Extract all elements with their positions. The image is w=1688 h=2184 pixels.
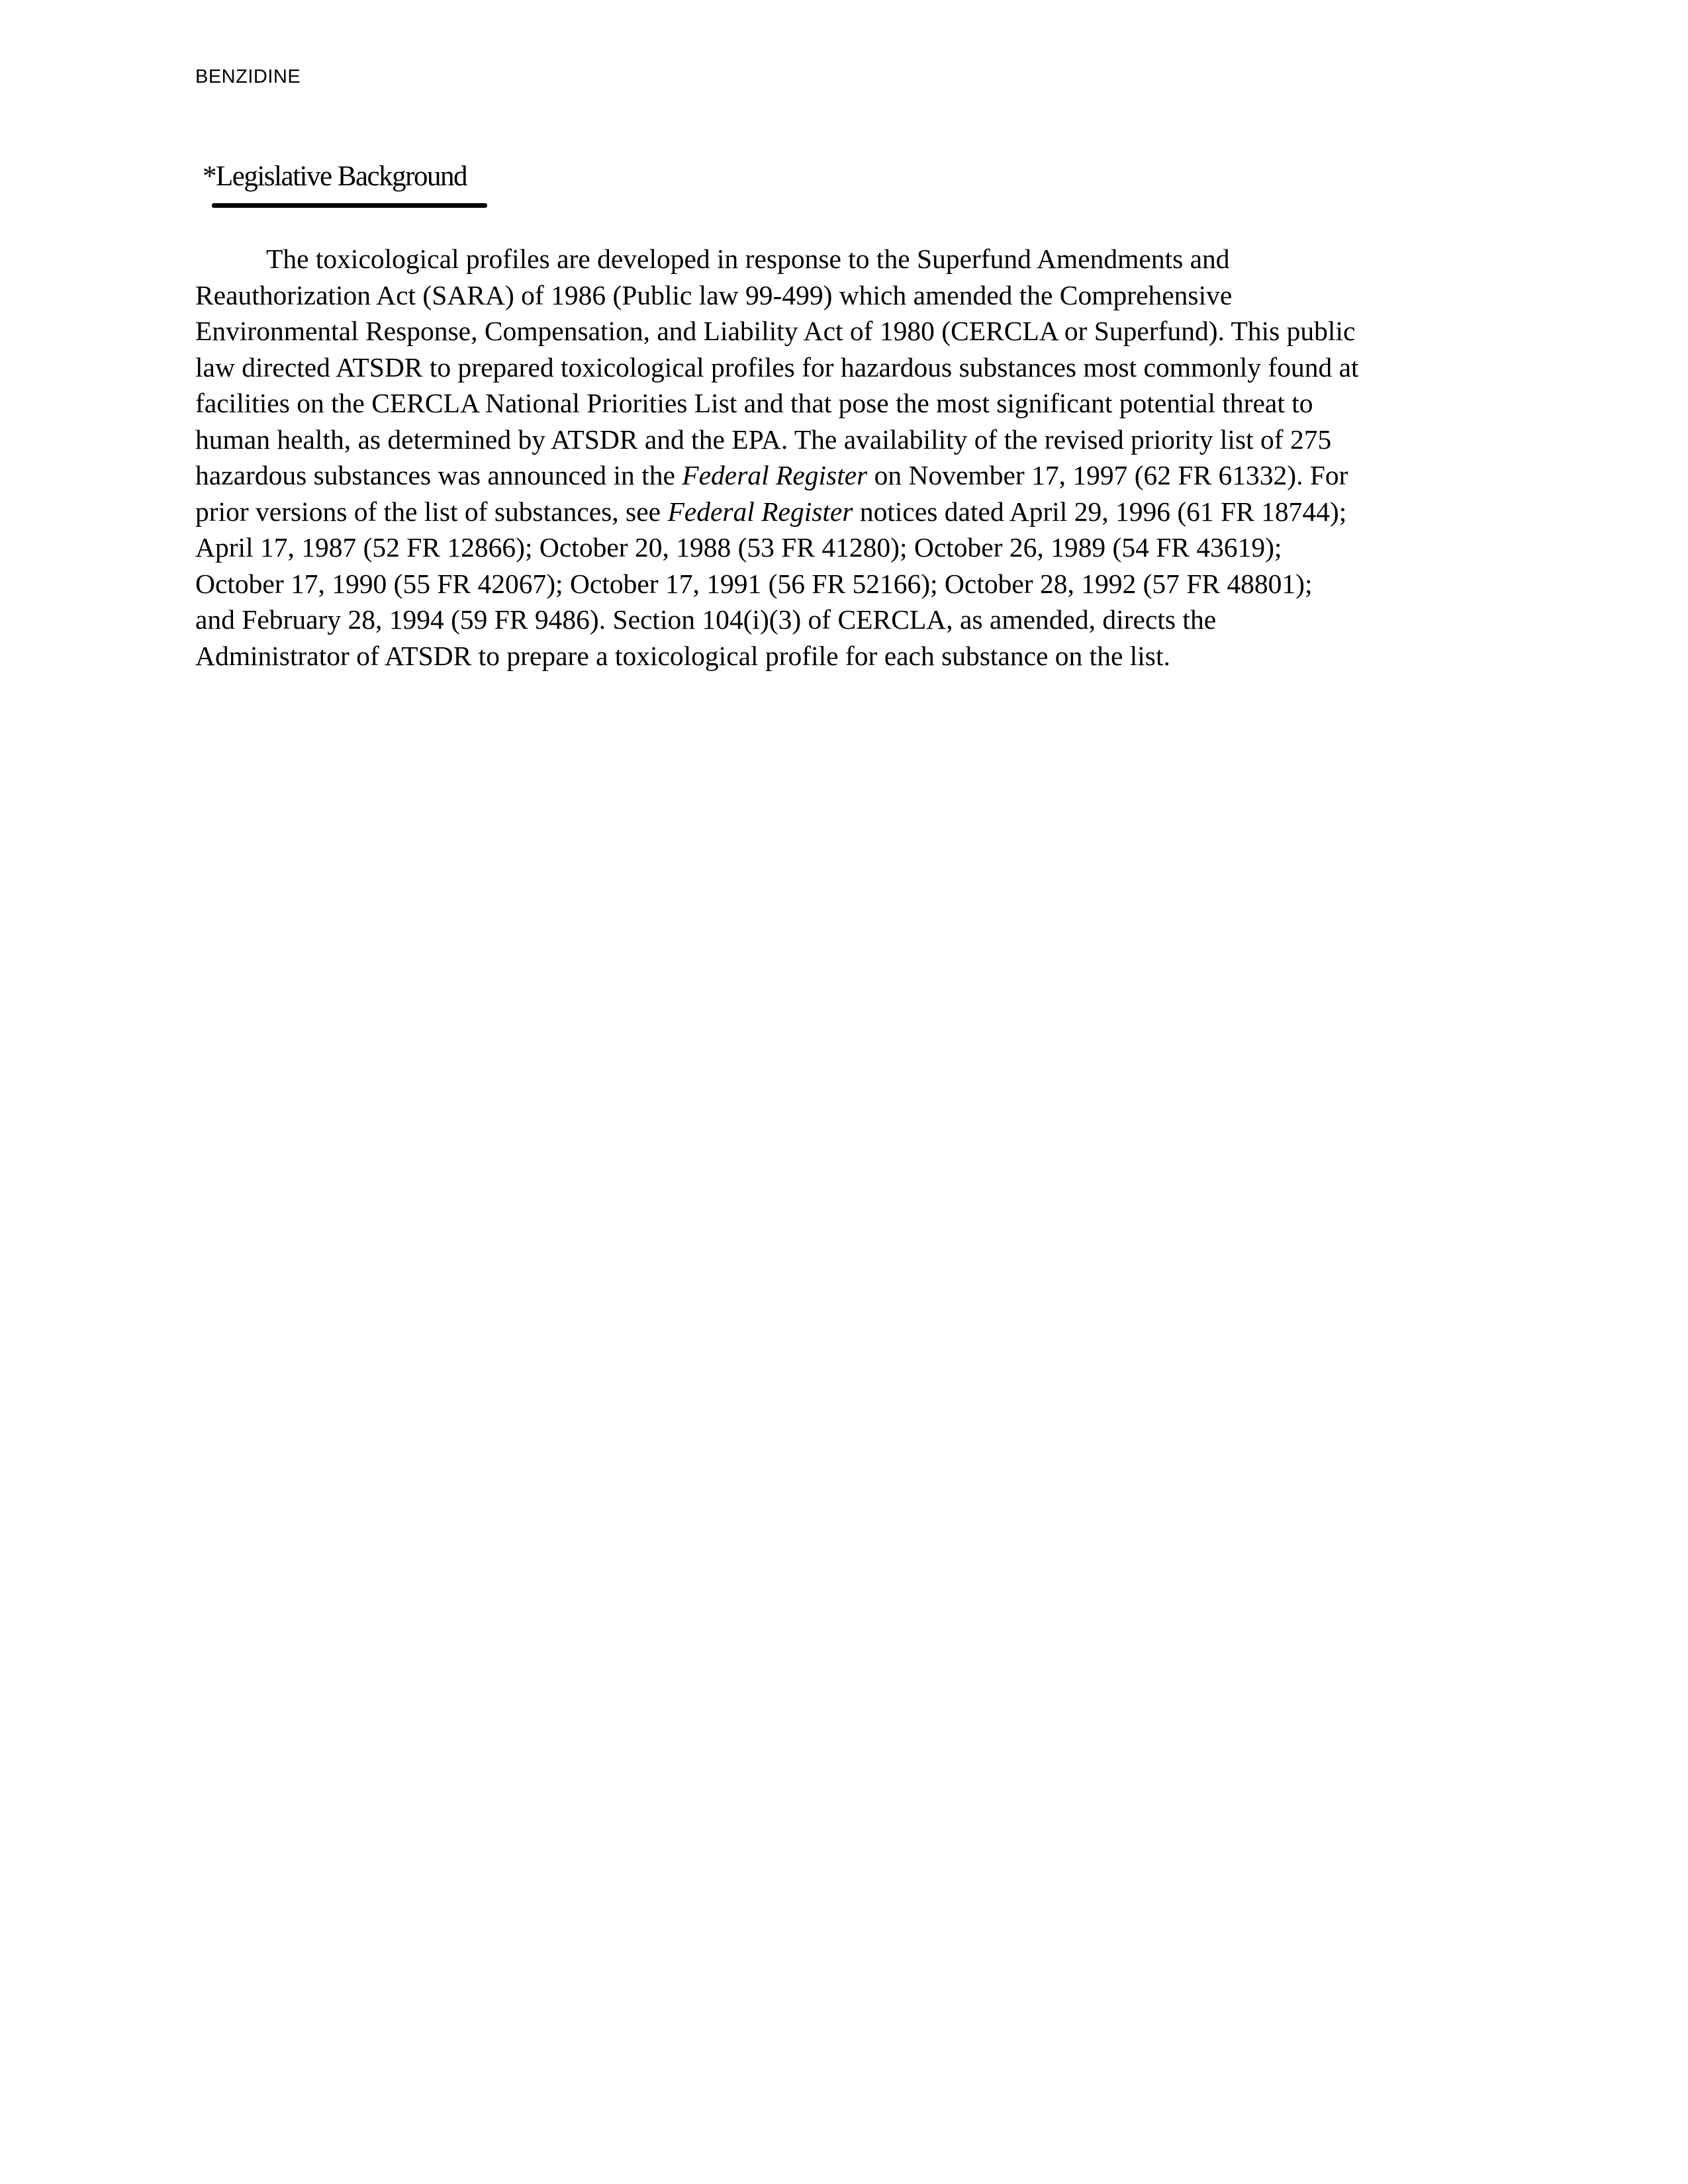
paragraph-line: hazardous substances was announced in the Federal Register on November 17, 1997 (62 FR 61332). For (195, 460, 1348, 490)
heading-underline (212, 203, 487, 208)
paragraph-line: Reauthorization Act (SARA) of 1986 (Public law 99-499) which amended the Comprehensive (195, 279, 1233, 310)
paragraph-line: Environmental Response, Compensation, and Liability Act of 1980 (CERCLA or Superfund). This public (195, 316, 1356, 346)
paragraph-line: law directed ATSDR to prepared toxicological profiles for hazardous substances most commonly found at (195, 351, 1359, 383)
paragraph-line: prior versions of the list of substances, see Federal Register notices dated April 29, 1996 (61 FR 18744); (195, 496, 1347, 527)
paragraph-line: facilities on the CERCLA National Priorities List and that pose the most significant potential threat to (195, 388, 1313, 418)
paragraph-line: The toxicological profiles are developed in response to the Superfund Amendments and (266, 244, 1230, 274)
body-paragraph (195, 241, 1493, 674)
paragraph-line: April 17, 1987 (52 FR 12866); October 20, 1988 (53 FR 41280); October 26, 1989 (54 FR 43619); (195, 532, 1282, 563)
section-heading: *Legislative Background (203, 161, 467, 192)
federal-register-citation: Federal Register (667, 496, 853, 527)
paragraph-line: and February 28, 1994 (59 FR 9486). Section 104(i)(3) of CERCLA, as amended, directs the (195, 604, 1217, 635)
running-header: BENZIDINE (195, 66, 301, 87)
paragraph-line: October 17, 1990 (55 FR 42067); October 17, 1991 (56 FR 52166); October 28, 1992 (57 FR 48801); (195, 568, 1313, 599)
paragraph-line: Administrator of ATSDR to prepare a toxicological profile for each substance on the list. (195, 640, 1170, 671)
federal-register-citation: Federal Register (682, 460, 868, 490)
paragraph-line: human health, as determined by ATSDR and the EPA. The availability of the revised priority list of 275 (195, 424, 1332, 455)
